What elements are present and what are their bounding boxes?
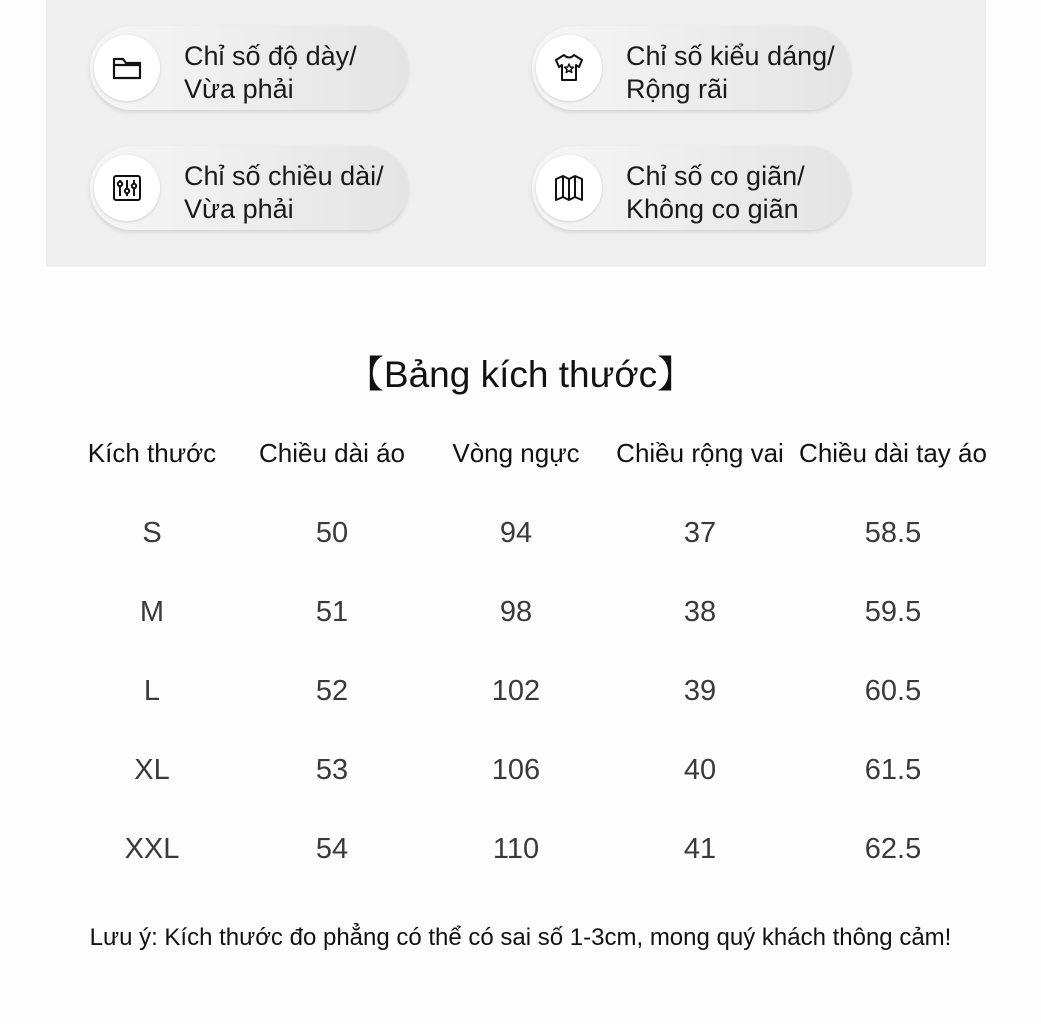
table-row [0,833,1041,873]
attribute-label: Chỉ số chiều dài/ [184,161,384,191]
table-cell: 39 [683,675,717,707]
attribute-label: Chỉ số co giãn/ [626,161,805,191]
sliders-icon [94,155,160,221]
attribute-text [626,40,835,106]
attribute-label: Chỉ số kiểu dáng/ [626,41,835,71]
table-cell: 59.5 [864,596,922,628]
fit-attribute [532,26,850,110]
column-header: Vòng ngực [452,438,580,468]
length-attribute [90,146,408,230]
table-cell: 50 [315,517,349,549]
table-cell: 58.5 [864,517,922,549]
stretch-attribute [532,146,850,230]
table-row [0,675,1041,715]
attribute-value: Rộng rãi [626,74,729,104]
table-cell: 94 [499,517,533,549]
size-chart-title: 【Bảng kích thước】 [346,354,695,395]
folded-map-icon [536,155,602,221]
attribute-text [184,40,357,106]
table-cell: 98 [499,596,533,628]
tshirt-icon [536,35,602,101]
table-cell: 51 [315,596,349,628]
attribute-label: Chỉ số độ dày/ [184,41,357,71]
attribute-value: Vừa phải [184,74,294,104]
table-row [0,517,1041,557]
column-header: Chiều rộng vai [616,438,784,468]
table-row [0,596,1041,636]
table-cell: 52 [315,675,349,707]
attribute-text [626,160,805,226]
column-header: Chiều dài áo [259,438,405,468]
table-cell: 40 [683,754,717,786]
attribute-value: Vừa phải [184,194,294,224]
table-cell: XL [134,754,170,786]
table-cell: 41 [683,833,717,865]
folder-icon [94,35,160,101]
thickness-attribute [90,26,408,110]
attribute-value: Không co giãn [626,194,799,224]
column-header: Chiều dài tay áo [799,438,987,468]
table-cell: 110 [492,833,540,865]
attribute-text [184,160,384,226]
column-header: Kích thước [87,438,217,468]
table-cell: 60.5 [864,675,922,707]
table-cell: L [143,675,161,707]
size-table [0,438,1041,865]
table-cell: 54 [315,833,349,865]
table-cell: 106 [491,754,541,786]
table-row [0,754,1041,794]
measurement-note: Lưu ý: Kích thước đo phẳng có thể có sai số 1-3cm, mong quý khách thông cảm! [89,924,952,951]
table-cell: 38 [683,596,717,628]
table-cell: 102 [491,675,541,707]
table-cell: 53 [315,754,349,786]
table-cell: 37 [683,517,717,549]
table-cell: 62.5 [864,833,922,865]
table-cell: XXL [124,833,180,865]
table-header-row [0,438,1041,478]
table-cell: M [139,596,165,628]
table-cell: S [142,517,162,549]
table-cell: 61.5 [864,754,922,786]
